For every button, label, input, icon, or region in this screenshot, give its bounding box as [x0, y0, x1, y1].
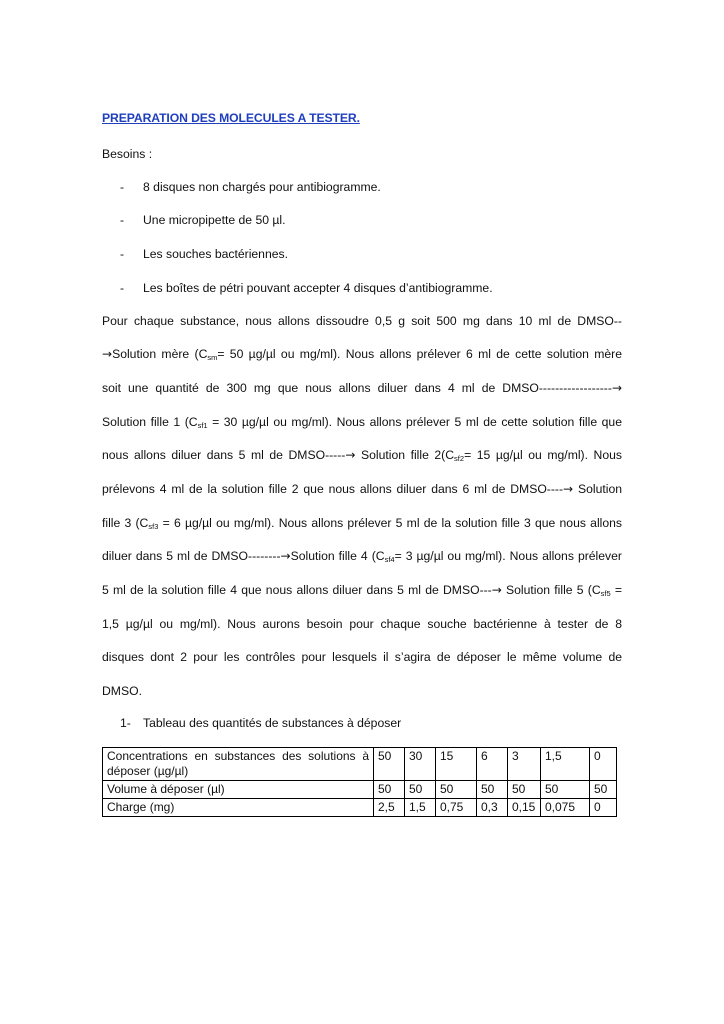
paragraph-text: DMSO. — [102, 684, 142, 698]
table-cell: 3 — [508, 748, 541, 781]
paragraph-text: = 6 µg/µl ou mg/ml). Nous allons prélever 5 ml de la solution fille 3 que nous allons — [158, 516, 623, 530]
table-cell: 0,75 — [436, 799, 477, 817]
list-number: 1- — [120, 716, 131, 730]
paragraph-line — [102, 549, 622, 563]
paragraph-text: = 30 µg/µl ou mg/ml). Nous allons prélever 5 ml de cette solution fille que — [207, 415, 622, 429]
arrow-icon: → — [102, 347, 113, 361]
paragraph-text: Solution fille 1 (C — [102, 415, 198, 429]
paragraph-text: = — [610, 583, 622, 597]
paragraph-text: = 3 µg/µl ou mg/ml). Nous allons prélever — [394, 549, 622, 563]
paragraph-line — [102, 347, 622, 361]
arrow-icon: → — [563, 482, 574, 496]
subscript: sf5 — [600, 589, 611, 598]
paragraph-text: fille 3 (C — [102, 516, 149, 530]
paragraph-text: 1,5 µg/µl ou mg/ml). Nous aurons besoin pour chaque souche bactérienne à tester de 8 — [102, 617, 622, 631]
paragraph-line — [102, 617, 622, 631]
paragraph-text: prélevons 4 ml de la solution fille 2 que nous allons diluer dans 6 ml de DMSO---- — [102, 482, 564, 496]
paragraph-text: Solution fille 5 (C — [501, 583, 601, 597]
bullet-dash: - — [120, 180, 125, 194]
table-row-label: Volume à déposer (µl) — [103, 781, 374, 799]
table-cell: 1,5 — [405, 799, 436, 817]
paragraph-line — [102, 314, 622, 328]
numbered-heading-text: Tableau des quantités de substances à déposer — [143, 716, 402, 730]
quantities-table — [102, 747, 617, 817]
section-title: PREPARATION DES MOLECULES A TESTER. — [102, 111, 360, 125]
paragraph-line — [102, 482, 622, 496]
table-cell: 50 — [436, 781, 477, 799]
arrow-icon: → — [280, 549, 291, 563]
table-row-label: Concentrations en substances des solutions à déposer (µg/µl) — [103, 748, 374, 781]
paragraph-text: disques dont 2 pour les contrôles pour lesquels il s’agira de déposer le même volume de — [102, 650, 622, 664]
paragraph-text: Solution mère (C — [112, 347, 208, 361]
table-row-label: Charge (mg) — [103, 799, 374, 817]
table-cell: 50 — [541, 781, 590, 799]
table-cell: 6 — [477, 748, 508, 781]
paragraph-text: Solution — [573, 482, 623, 496]
table-cell: 2,5 — [374, 799, 405, 817]
table-cell: 50 — [374, 781, 405, 799]
arrow-icon: → — [491, 583, 502, 597]
subscript: sf4 — [384, 555, 395, 564]
besoins-label: Besoins : — [102, 147, 153, 161]
table-cell: 50 — [374, 748, 405, 781]
arrow-icon: → — [611, 381, 622, 395]
bullet-dash: - — [120, 281, 125, 295]
paragraph-line — [102, 415, 622, 429]
table-cell: 0,3 — [477, 799, 508, 817]
table-cell: 1,5 — [541, 748, 590, 781]
table-cell: 50 — [405, 781, 436, 799]
table-cell: 50 — [508, 781, 541, 799]
paragraph-text: = 50 µg/µl ou mg/ml). Nous allons prélever 6 ml de cette solution mère — [217, 347, 622, 361]
list-item-text: Les souches bactériennes. — [143, 247, 288, 261]
table-cell: 0,15 — [508, 799, 541, 817]
table-cell: 0,075 — [541, 799, 590, 817]
table-cell: 15 — [436, 748, 477, 781]
table-cell: 0 — [590, 799, 617, 817]
paragraph-text: Solution fille 2(C — [355, 448, 455, 462]
paragraph-text: Solution fille 4 (C — [290, 549, 385, 563]
table-row — [103, 799, 617, 817]
paragraph-line — [102, 650, 622, 664]
paragraph-text: nous allons diluer dans 5 ml de DMSO----- — [102, 448, 346, 462]
subscript: sf3 — [148, 522, 159, 531]
arrow-icon: → — [345, 448, 356, 462]
paragraph-line — [102, 583, 622, 597]
paragraph-text: soit une quantité de 300 mg que nous allons diluer dans 4 ml de DMSO------------------ — [102, 381, 612, 395]
paragraph-text: diluer dans 5 ml de DMSO-------- — [102, 549, 281, 563]
subscript: sf2 — [454, 454, 465, 463]
paragraph-text: Pour chaque substance, nous allons dissoudre 0,5 g soit 500 mg dans 10 ml de DMSO-- — [102, 314, 622, 328]
list-item-text: 8 disques non chargés pour antibiogramme. — [143, 180, 381, 194]
paragraph-line — [102, 684, 622, 698]
subscript: sf1 — [197, 421, 208, 430]
list-item-text: Les boîtes de pétri pouvant accepter 4 disques d’antibiogramme. — [143, 281, 493, 295]
table-row — [103, 781, 617, 799]
table-row — [103, 748, 617, 781]
bullet-dash: - — [120, 213, 125, 227]
table-cell: 30 — [405, 748, 436, 781]
bullet-dash: - — [120, 247, 125, 261]
paragraph-text: 5 ml de la solution fille 4 que nous allons diluer dans 5 ml de DMSO--- — [102, 583, 492, 597]
paragraph-line — [102, 448, 622, 462]
paragraph-text: = 15 µg/µl ou mg/ml). Nous — [464, 448, 622, 462]
table-cell: 50 — [590, 781, 617, 799]
list-item-text: Une micropipette de 50 µl. — [143, 213, 286, 227]
table-cell: 50 — [477, 781, 508, 799]
paragraph-line — [102, 381, 622, 395]
table-cell: 0 — [590, 748, 617, 781]
subscript: sm — [207, 353, 218, 362]
paragraph-line — [102, 516, 622, 530]
